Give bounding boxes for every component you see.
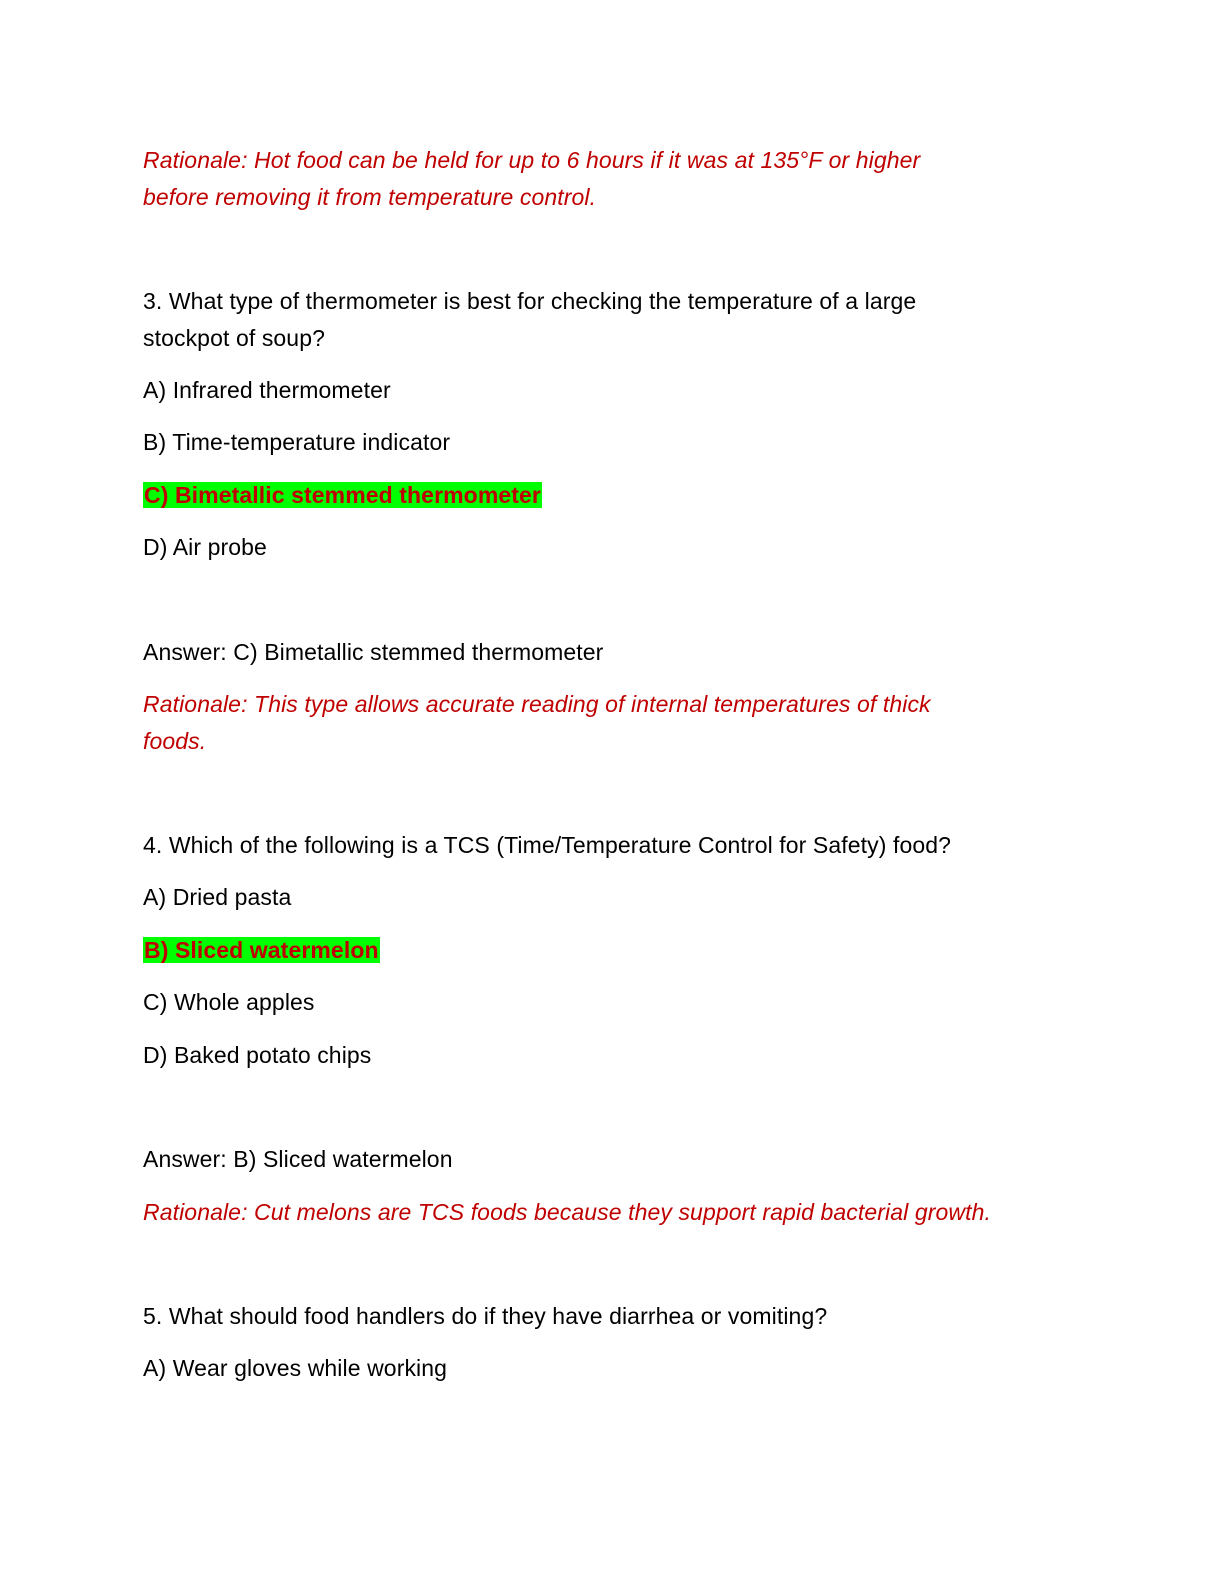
q4-question: 4. Which of the following is a TCS (Time/Temperature Control for Safety) food? xyxy=(143,832,952,858)
q5-option-a-text: A) Wear gloves while working xyxy=(143,1355,448,1381)
q4-option-d xyxy=(143,1037,371,1074)
q3-rationale-line-2: foods. xyxy=(143,728,207,754)
q4-option-c xyxy=(143,984,315,1021)
prev-rationale-line-1: Rationale: Hot food can be held for up to 6 hours if it was at 135°F or higher xyxy=(143,147,921,173)
q3-answer: Answer: C) Bimetallic stemmed thermometer xyxy=(143,639,604,665)
q3-option-c-text: C) Bimetallic stemmed thermometer xyxy=(144,482,541,508)
q3-option-b-text: B) Time-temperature indicator xyxy=(143,429,451,455)
q3-option-d-text: D) Air probe xyxy=(143,534,267,560)
q4-option-d-text: D) Baked potato chips xyxy=(143,1042,372,1068)
q4-answer: Answer: B) Sliced watermelon xyxy=(143,1146,453,1172)
q4-rationale: Rationale: Cut melons are TCS foods because they support rapid bacterial growth. xyxy=(143,1199,991,1225)
prev-rationale-line-2: before removing it from temperature control. xyxy=(143,184,597,210)
q3-option-a-text: A) Infrared thermometer xyxy=(143,377,391,403)
q3-option-c-correct xyxy=(143,477,542,514)
q4-option-b-text: B) Sliced watermelon xyxy=(144,937,379,963)
q3-option-a xyxy=(143,372,391,409)
q4-option-a-text: A) Dried pasta xyxy=(143,884,292,910)
q5-option-a xyxy=(143,1350,447,1387)
q5-question: 5. What should food handlers do if they have diarrhea or vomiting? xyxy=(143,1303,828,1329)
q4-option-a xyxy=(143,879,291,916)
q3-rationale-line-1: Rationale: This type allows accurate reading of internal temperatures of thick xyxy=(143,691,931,717)
q3-question-line-1: 3. What type of thermometer is best for checking the temperature of a large xyxy=(143,288,917,314)
q4-option-b-correct xyxy=(143,932,380,969)
q3-question-line-2: stockpot of soup? xyxy=(143,325,325,351)
q3-option-b xyxy=(143,424,450,461)
q4-option-c-text: C) Whole apples xyxy=(143,989,315,1015)
q3-option-d xyxy=(143,529,267,566)
